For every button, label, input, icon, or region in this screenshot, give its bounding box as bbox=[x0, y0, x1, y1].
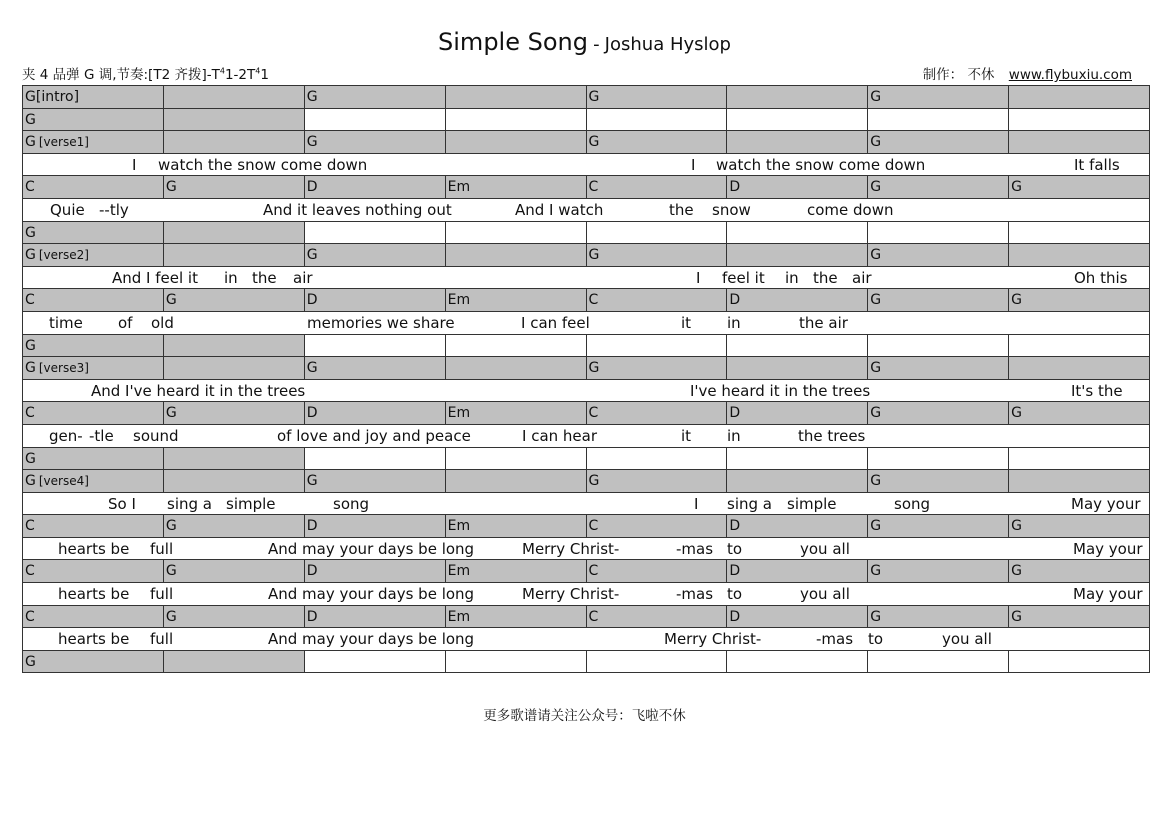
chord-cell bbox=[446, 109, 587, 132]
lyric: in bbox=[785, 268, 799, 287]
lyric: full bbox=[150, 539, 174, 558]
chord-row bbox=[23, 560, 1150, 583]
lyric: full bbox=[150, 630, 174, 649]
lyric: And may your days be long bbox=[268, 585, 475, 604]
chord-cell: C bbox=[23, 606, 164, 629]
lyric: And I feel it bbox=[112, 268, 198, 287]
chord-cell bbox=[868, 109, 1009, 132]
chord-cell: G bbox=[868, 402, 1009, 425]
chord-cell: Em bbox=[446, 515, 587, 538]
chord-cell: G bbox=[868, 515, 1009, 538]
chord-cell bbox=[164, 357, 305, 380]
lyric-row bbox=[23, 199, 1150, 222]
chord-cell: D bbox=[727, 515, 868, 538]
footer-note: 更多歌谱请关注公众号：飞啦不休 bbox=[483, 708, 686, 724]
chord-cell: G bbox=[1009, 560, 1150, 583]
chord-cell bbox=[727, 651, 868, 674]
section-label: [verse4] bbox=[38, 474, 89, 489]
chord-cell bbox=[446, 244, 587, 267]
lyric: hearts be bbox=[58, 539, 130, 558]
chord-cell bbox=[868, 448, 1009, 471]
lyric: the bbox=[813, 268, 838, 287]
section-label: [intro] bbox=[35, 89, 80, 105]
chord-cell bbox=[587, 222, 728, 245]
chord-cell: G bbox=[164, 176, 305, 199]
chord-cell: C bbox=[23, 560, 164, 583]
lyric: Merry Christ- bbox=[522, 539, 620, 558]
chord-cell: D bbox=[305, 176, 446, 199]
chord-cell: G bbox=[587, 86, 728, 109]
chord-cell bbox=[164, 109, 305, 132]
chord-row bbox=[23, 289, 1150, 312]
chord-cell: G bbox=[868, 289, 1009, 312]
chord-row bbox=[23, 470, 1150, 493]
lyric: in bbox=[727, 426, 741, 445]
chord-cell bbox=[727, 131, 868, 154]
chord-cell: G bbox=[164, 515, 305, 538]
chord-row bbox=[23, 515, 1150, 538]
lyric-row bbox=[23, 312, 1150, 335]
chord-row bbox=[23, 335, 1150, 358]
chord-row bbox=[23, 606, 1150, 629]
chord-cell bbox=[164, 131, 305, 154]
section-label: [verse3] bbox=[38, 361, 89, 376]
chord-cell: G bbox=[868, 606, 1009, 629]
chord-cell: G bbox=[587, 470, 728, 493]
lyric: And may your days be long bbox=[268, 539, 475, 558]
lyric: sound bbox=[133, 426, 179, 445]
chord-cell: G bbox=[164, 289, 305, 312]
chord-cell bbox=[1009, 448, 1150, 471]
title-dash: - bbox=[593, 34, 600, 55]
lyric: full bbox=[150, 585, 174, 604]
lyric: watch the snow come down bbox=[158, 155, 368, 174]
chord-cell bbox=[446, 357, 587, 380]
chord-cell: G bbox=[305, 470, 446, 493]
lyric-row bbox=[23, 154, 1150, 177]
chord-cell: D bbox=[727, 560, 868, 583]
lyric: Merry Christ- bbox=[664, 630, 762, 649]
chord-cell: G bbox=[868, 244, 1009, 267]
lyric: the trees bbox=[798, 426, 866, 445]
lyric: air bbox=[852, 268, 872, 287]
chord-cell: G[intro] bbox=[23, 86, 164, 109]
lyric: it bbox=[681, 313, 692, 332]
chord-cell: G bbox=[164, 560, 305, 583]
lyric: to bbox=[727, 585, 743, 604]
chord-cell: G bbox=[1009, 606, 1150, 629]
chord-cell: D bbox=[305, 560, 446, 583]
chord-row bbox=[23, 448, 1150, 471]
lyric: the bbox=[252, 268, 277, 287]
lyric: come down bbox=[807, 200, 894, 219]
chord-cell: G bbox=[23, 448, 164, 471]
site-link[interactable]: www.flybuxiu.com bbox=[1008, 67, 1132, 83]
lyric: in bbox=[727, 313, 741, 332]
chord-cell bbox=[1009, 470, 1150, 493]
chord-cell bbox=[1009, 651, 1150, 674]
lyric: And it leaves nothing out bbox=[263, 200, 452, 219]
rhythm-text: 1-2T bbox=[224, 67, 256, 83]
lyric: I've heard it in the trees bbox=[690, 381, 871, 400]
lyric: the bbox=[669, 200, 694, 219]
chord-row bbox=[23, 402, 1150, 425]
chord-cell bbox=[1009, 222, 1150, 245]
lyric: It's the bbox=[1071, 381, 1123, 400]
rhythm-text: 1 bbox=[260, 67, 269, 83]
lyric-row bbox=[23, 267, 1150, 290]
lyric: of bbox=[118, 313, 133, 332]
rhythm-superscript: 4 bbox=[255, 66, 261, 76]
lyric: --tly bbox=[99, 200, 129, 219]
lyric: sing a bbox=[727, 494, 772, 513]
lyric: I can hear bbox=[522, 426, 597, 445]
chord-cell bbox=[446, 86, 587, 109]
lyric: And may your days be long bbox=[268, 630, 475, 649]
chord-cell: Em bbox=[446, 176, 587, 199]
lyric: of love and joy and peace bbox=[277, 426, 471, 445]
chord-cell bbox=[164, 244, 305, 267]
chord-cell: G bbox=[868, 176, 1009, 199]
song-title bbox=[0, 28, 1169, 56]
chord-cell: D bbox=[727, 606, 868, 629]
chord-cell: G [verse3] bbox=[23, 357, 164, 380]
chord-cell: C bbox=[23, 402, 164, 425]
chord-cell: G bbox=[23, 651, 164, 674]
chord-cell bbox=[164, 470, 305, 493]
chord-cell bbox=[305, 222, 446, 245]
chord-cell bbox=[727, 335, 868, 358]
lyric: snow bbox=[712, 200, 751, 219]
lyric: May your bbox=[1071, 494, 1141, 513]
chord-cell: C bbox=[23, 289, 164, 312]
chord-cell bbox=[587, 335, 728, 358]
chord-cell bbox=[446, 222, 587, 245]
chord-cell: C bbox=[587, 402, 728, 425]
chord-cell: G bbox=[587, 357, 728, 380]
lyric: watch the snow come down bbox=[716, 155, 926, 174]
lyric-row bbox=[23, 628, 1150, 651]
lyric: It falls bbox=[1074, 155, 1120, 174]
lyric: Quie bbox=[50, 200, 85, 219]
chord-cell: C bbox=[23, 515, 164, 538]
section-label: [verse2] bbox=[38, 248, 89, 263]
chord-sheet bbox=[22, 85, 1150, 673]
chord-cell: G bbox=[23, 335, 164, 358]
lyric: simple bbox=[787, 494, 837, 513]
credits bbox=[923, 63, 1132, 83]
chord-cell: G bbox=[1009, 289, 1150, 312]
lyric: -mas bbox=[676, 585, 714, 604]
lyric: time bbox=[49, 313, 83, 332]
chord-cell: G bbox=[23, 109, 164, 132]
chord-cell: C bbox=[587, 289, 728, 312]
chord-cell bbox=[868, 651, 1009, 674]
chord-cell: C bbox=[587, 560, 728, 583]
chord-cell: C bbox=[23, 176, 164, 199]
chord-cell bbox=[164, 651, 305, 674]
lyric-row bbox=[23, 493, 1150, 516]
lyric: I bbox=[696, 268, 701, 287]
chord-cell bbox=[446, 448, 587, 471]
lyric: -tle bbox=[89, 426, 114, 445]
chord-cell: G bbox=[1009, 515, 1150, 538]
chord-cell: G [verse4] bbox=[23, 470, 164, 493]
lyric-row bbox=[23, 538, 1150, 561]
chord-cell bbox=[868, 222, 1009, 245]
section-label: [verse1] bbox=[38, 135, 89, 150]
chord-cell: D bbox=[305, 289, 446, 312]
lyric: And I watch bbox=[515, 200, 604, 219]
lyric: air bbox=[293, 268, 313, 287]
chord-cell bbox=[868, 335, 1009, 358]
chord-cell: Em bbox=[446, 402, 587, 425]
chord-cell: G bbox=[868, 560, 1009, 583]
chord-cell bbox=[446, 651, 587, 674]
chord-cell: G bbox=[868, 470, 1009, 493]
chord-cell: Em bbox=[446, 606, 587, 629]
chord-cell bbox=[727, 470, 868, 493]
chord-cell bbox=[727, 448, 868, 471]
lyric: Oh this bbox=[1074, 268, 1128, 287]
chord-cell bbox=[164, 86, 305, 109]
lyric: gen- bbox=[49, 426, 83, 445]
lyric: simple bbox=[226, 494, 276, 513]
lyric: I can feel bbox=[521, 313, 590, 332]
chord-cell bbox=[1009, 109, 1150, 132]
chord-cell bbox=[305, 651, 446, 674]
chord-cell: D bbox=[305, 515, 446, 538]
chord-cell: G [verse2] bbox=[23, 244, 164, 267]
lyric: I bbox=[694, 494, 699, 513]
chord-cell bbox=[164, 335, 305, 358]
chord-row bbox=[23, 357, 1150, 380]
chord-cell: G bbox=[164, 606, 305, 629]
lyric: So I bbox=[108, 494, 136, 513]
chord-cell: G bbox=[1009, 176, 1150, 199]
chord-cell bbox=[305, 335, 446, 358]
chord-cell: G bbox=[868, 357, 1009, 380]
chord-cell: G bbox=[305, 86, 446, 109]
chord-cell bbox=[305, 448, 446, 471]
lyric: I bbox=[132, 155, 137, 174]
chord-cell: G bbox=[305, 244, 446, 267]
chord-row bbox=[23, 222, 1150, 245]
chord-row bbox=[23, 176, 1150, 199]
chord-cell bbox=[727, 86, 868, 109]
artist-name: Joshua Hyslop bbox=[604, 34, 731, 55]
chord-cell bbox=[164, 448, 305, 471]
lyric: hearts be bbox=[58, 630, 130, 649]
lyric: you all bbox=[800, 539, 850, 558]
maker-credit: 制作： 不休 bbox=[922, 67, 995, 83]
chord-cell: G [verse1] bbox=[23, 131, 164, 154]
chord-cell bbox=[587, 109, 728, 132]
rhythm-superscript: 4 bbox=[219, 66, 225, 76]
lyric: it bbox=[681, 426, 692, 445]
chord-row bbox=[23, 244, 1150, 267]
chord-cell bbox=[1009, 86, 1150, 109]
chord-cell: C bbox=[587, 176, 728, 199]
lyric-row bbox=[23, 380, 1150, 403]
chord-cell: G bbox=[164, 402, 305, 425]
chord-cell: D bbox=[727, 402, 868, 425]
chord-cell bbox=[1009, 335, 1150, 358]
lyric: to bbox=[727, 539, 743, 558]
chord-cell bbox=[727, 357, 868, 380]
chord-cell bbox=[305, 109, 446, 132]
chord-cell: D bbox=[305, 402, 446, 425]
capo-rhythm-info bbox=[22, 63, 269, 83]
lyric: song bbox=[333, 494, 370, 513]
lyric: to bbox=[868, 630, 884, 649]
chord-cell: G bbox=[1009, 402, 1150, 425]
chord-row bbox=[23, 86, 1150, 109]
lyric: sing a bbox=[167, 494, 212, 513]
chord-row bbox=[23, 651, 1150, 674]
chord-cell bbox=[727, 109, 868, 132]
lyric: hearts be bbox=[58, 585, 130, 604]
chord-cell bbox=[1009, 244, 1150, 267]
chord-cell bbox=[587, 651, 728, 674]
lyric: in bbox=[224, 268, 238, 287]
chord-row bbox=[23, 131, 1150, 154]
chord-cell: Em bbox=[446, 560, 587, 583]
chord-cell bbox=[164, 222, 305, 245]
chord-cell: D bbox=[727, 176, 868, 199]
chord-cell bbox=[446, 131, 587, 154]
lyric-row bbox=[23, 583, 1150, 606]
chord-cell bbox=[446, 335, 587, 358]
chord-cell: G bbox=[23, 222, 164, 245]
lyric: you all bbox=[942, 630, 992, 649]
lyric: Merry Christ- bbox=[522, 585, 620, 604]
lyric: old bbox=[151, 313, 174, 332]
chord-cell bbox=[587, 448, 728, 471]
chord-cell: G bbox=[587, 131, 728, 154]
lyric: song bbox=[894, 494, 931, 513]
chord-cell bbox=[1009, 357, 1150, 380]
chord-row bbox=[23, 109, 1150, 132]
lyric: -mas bbox=[816, 630, 854, 649]
chord-cell bbox=[1009, 131, 1150, 154]
lyric: you all bbox=[800, 585, 850, 604]
lyric: May your bbox=[1073, 539, 1143, 558]
chord-cell: Em bbox=[446, 289, 587, 312]
lyric: the air bbox=[799, 313, 848, 332]
song-name: Simple Song bbox=[438, 28, 588, 56]
chord-cell: G bbox=[868, 131, 1009, 154]
chord-cell: G bbox=[305, 357, 446, 380]
chord-cell: D bbox=[727, 289, 868, 312]
lyric: And I've heard it in the trees bbox=[91, 381, 306, 400]
chord-cell: C bbox=[587, 515, 728, 538]
lyric-row bbox=[23, 425, 1150, 448]
lyric: -mas bbox=[676, 539, 714, 558]
chord-cell: G bbox=[868, 86, 1009, 109]
lyric: I bbox=[691, 155, 696, 174]
chord-cell: G bbox=[305, 131, 446, 154]
chord-cell: D bbox=[305, 606, 446, 629]
chord-cell: G bbox=[587, 244, 728, 267]
chord-cell bbox=[727, 222, 868, 245]
lyric: May your bbox=[1073, 585, 1143, 604]
lyric: feel it bbox=[722, 268, 765, 287]
lyric: memories we share bbox=[307, 313, 455, 332]
chord-cell bbox=[727, 244, 868, 267]
capo-text: 夹 4 品弹 G 调,节奏:[T2 齐拨]-T bbox=[22, 67, 220, 83]
chord-cell bbox=[446, 470, 587, 493]
chord-cell: C bbox=[587, 606, 728, 629]
